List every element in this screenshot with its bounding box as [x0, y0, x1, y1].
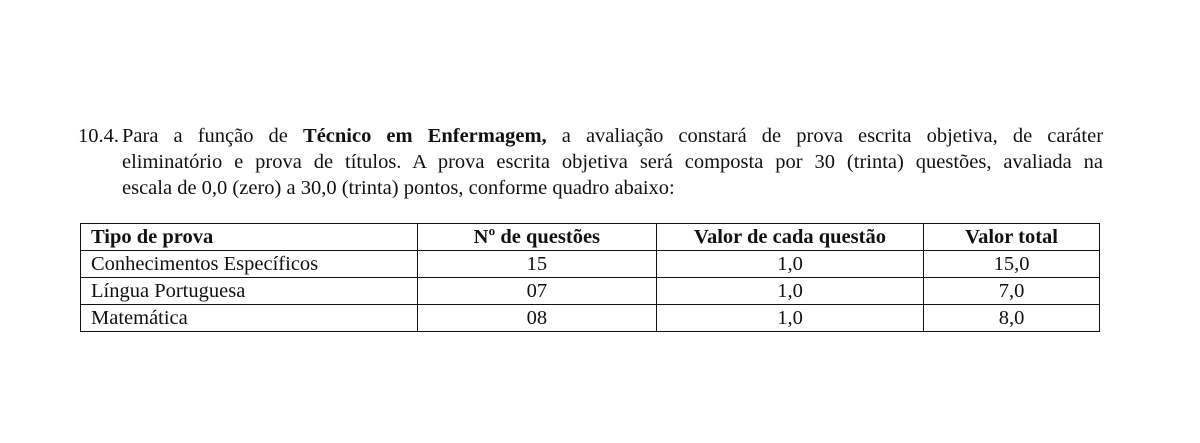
- header-tipo-de-prova: Tipo de prova: [81, 224, 418, 251]
- clause-line-2: eliminatório e prova de títulos. A prova escrita objetiva será composta por 30 (trinta) questões, avaliada na: [122, 151, 1103, 173]
- cell-num-questoes: 08: [417, 305, 656, 332]
- cell-valor-questao: 1,0: [656, 278, 923, 305]
- cell-valor-total: 7,0: [924, 278, 1100, 305]
- cell-valor-total: 8,0: [924, 305, 1100, 332]
- clause-line-1-bold: Técnico em Enfermagem,: [303, 125, 547, 147]
- cell-valor-questao: 1,0: [656, 305, 923, 332]
- clause-line-1: [122, 123, 1103, 149]
- cell-num-questoes: 15: [417, 251, 656, 278]
- header-valor-total: Valor total: [924, 224, 1100, 251]
- clause-number: 10.4.: [78, 125, 119, 147]
- table-row: [81, 278, 1100, 305]
- clause-line-1-post: a avaliação constará de prova escrita objetiva, de caráter: [561, 125, 1104, 147]
- cell-valor-questao: 1,0: [656, 251, 923, 278]
- score-table: [80, 223, 1100, 332]
- cell-tipo: Matemática: [81, 305, 418, 332]
- cell-valor-total: 15,0: [924, 251, 1100, 278]
- cell-num-questoes: 07: [417, 278, 656, 305]
- table-row: [81, 305, 1100, 332]
- header-valor-cada-questao: Valor de cada questão: [656, 224, 923, 251]
- header-num-questoes: Nº de questões: [417, 224, 656, 251]
- cell-tipo: Conhecimentos Específicos: [81, 251, 418, 278]
- clause-line-1-pre: Para a função de: [122, 125, 288, 147]
- cell-tipo: Língua Portuguesa: [81, 278, 418, 305]
- clause-text: [122, 123, 1103, 201]
- clause-10-4: [78, 123, 1103, 201]
- clause-line-3: escala de 0,0 (zero) a 30,0 (trinta) pontos, conforme quadro abaixo:: [122, 177, 675, 199]
- table-header-row: [81, 224, 1100, 251]
- table-row: [81, 251, 1100, 278]
